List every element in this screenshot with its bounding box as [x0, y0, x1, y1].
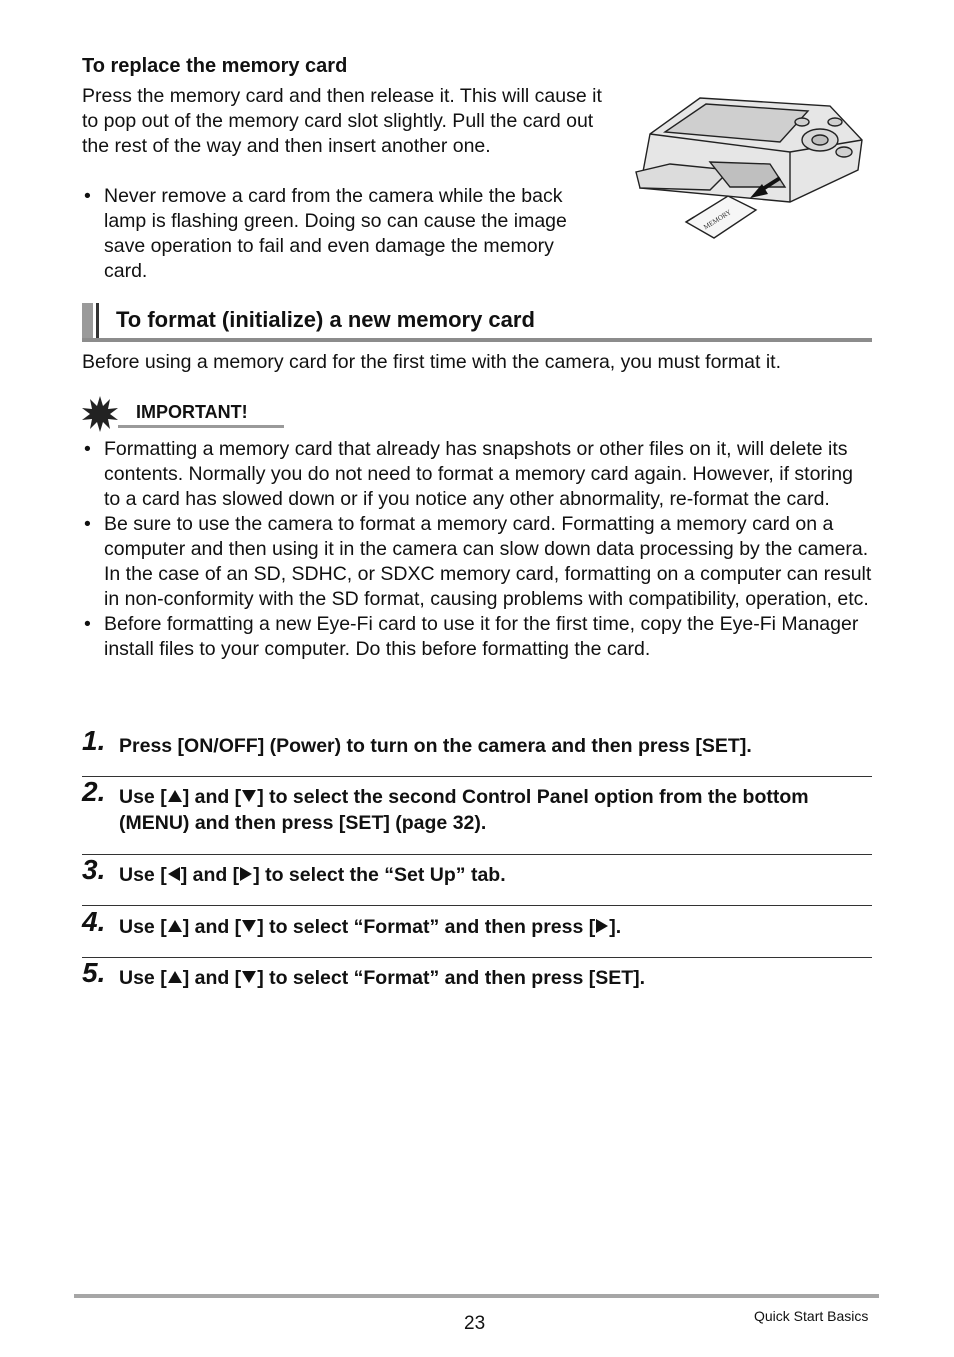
format-intro-text: Before using a memory card for the first time with the camera, you must format it.	[82, 351, 782, 373]
subsection-title: To replace the memory card	[82, 55, 348, 77]
important-bullet-list	[82, 437, 872, 662]
step-5	[82, 957, 872, 991]
step-1	[82, 725, 872, 759]
section-heading	[82, 303, 872, 341]
step-text: Use [ ] and [ ] to select the “Set Up” tab.	[119, 864, 506, 886]
footer-section-label: Quick Start Basics	[754, 1308, 869, 1324]
important-rule	[118, 425, 284, 428]
up-triangle-icon	[167, 970, 183, 984]
important-label: IMPORTANT!	[136, 402, 248, 422]
up-triangle-icon	[167, 919, 183, 933]
right-triangle-icon	[239, 866, 253, 882]
step-number: 1.	[82, 725, 106, 756]
replace-bullet-list	[82, 184, 592, 284]
heading-bar	[96, 303, 99, 339]
step-divider	[82, 854, 872, 855]
left-triangle-icon	[167, 866, 181, 882]
heading-rule	[82, 338, 872, 342]
replace-intro-text: Press the memory card and then release it. This will cause it to pop out of the memory card slot slightly. Pull the card out the rest of the way and then insert another one.	[82, 85, 602, 157]
burst-icon	[82, 396, 118, 432]
step-3	[82, 854, 872, 888]
down-triangle-icon	[241, 919, 257, 933]
step-divider	[82, 776, 872, 777]
footer-rule	[74, 1294, 879, 1298]
list-item: • Formatting a memory card that already has snapshots or other files on it, will delete its contents. Normally you do not need to format a memory card again. However, if storing to a card has slowed down or if you notice any other abnormality, re-format the card.	[84, 438, 853, 510]
step-text: Use [ ] and [ ] to select “Format” and then press [SET].	[119, 967, 646, 989]
step-2	[82, 776, 872, 836]
step-number: 4.	[82, 906, 106, 937]
step-text: Press [ON/OFF] (Power) to turn on the camera and then press [SET].	[119, 735, 752, 757]
page-number: 23	[464, 1313, 486, 1334]
step-4	[82, 906, 872, 940]
down-triangle-icon	[241, 970, 257, 984]
section-title: To format (initialize) a new memory card	[116, 307, 535, 332]
step-number: 3.	[82, 854, 106, 885]
list-item: • Never remove a card from the camera while the back lamp is flashing green. Doing so can cause the image save operation to fail and even damage the memory card.	[84, 185, 567, 282]
step-divider	[82, 957, 872, 958]
list-item: • Be sure to use the camera to format a memory card. Formatting a memory card on a computer and then using it in the camera can slow down data processing by the camera. In the case of an SD, SDHC, or SDXC memory card, formatting on a computer can result in non-conformity with the SD format, causing problems with compatibility, operation, etc.	[84, 513, 872, 610]
list-item: • Before formatting a new Eye-Fi card to use it for the first time, copy the Eye-Fi Manager install files to your computer. Do this before formatting the card.	[84, 613, 859, 660]
step-number: 2.	[82, 776, 106, 807]
step-text: Use [ ] and [ ] to select “Format” and then press [ ].	[119, 916, 622, 938]
heading-bar	[82, 303, 93, 339]
step-number: 5.	[82, 957, 106, 988]
right-triangle-icon	[595, 918, 609, 934]
card-label: MEMORY	[702, 208, 733, 232]
step-divider	[82, 905, 872, 906]
up-triangle-icon	[167, 789, 183, 803]
camera-card-illustration	[630, 92, 870, 252]
down-triangle-icon	[241, 789, 257, 803]
important-notice	[82, 396, 286, 432]
step-text: Use [ ] and [ ] to select the second Control Panel option from the bottom (MENU) and then press [SET] (page 32).	[119, 786, 809, 834]
